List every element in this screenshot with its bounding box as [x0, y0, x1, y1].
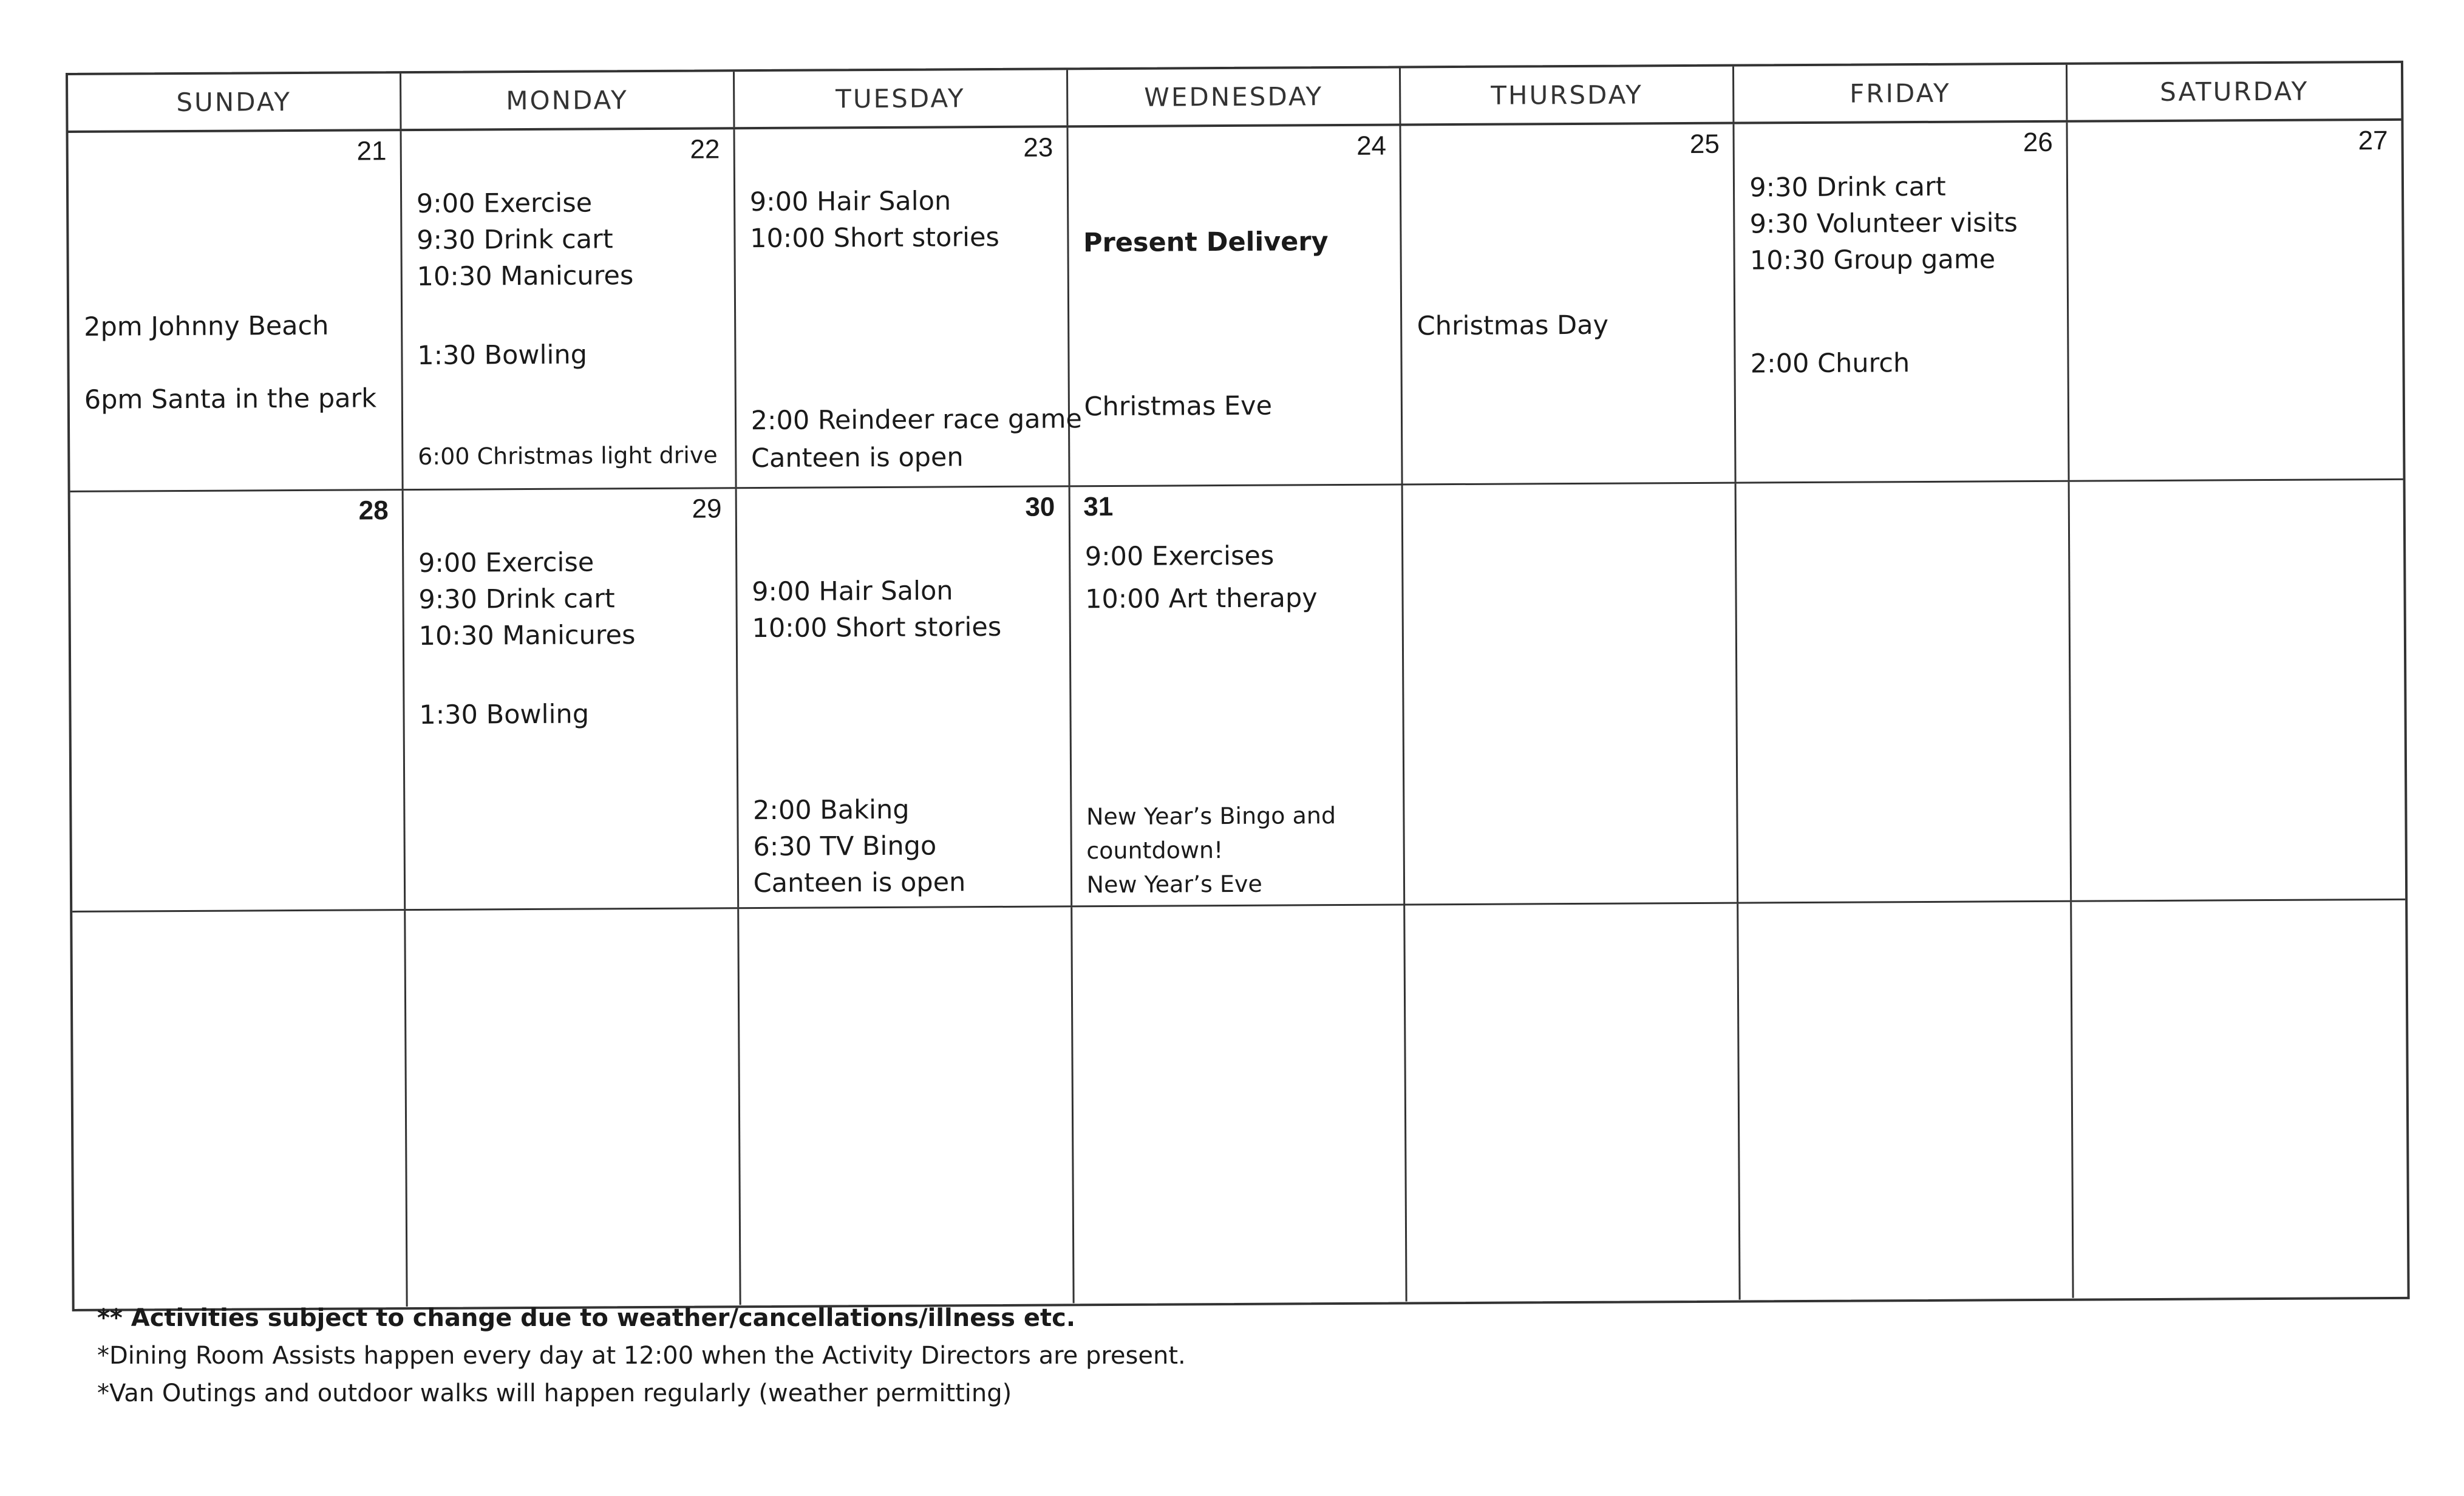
event-item: countdown! — [1086, 837, 1223, 865]
weekday-header-saturday: SATURDAY — [2160, 76, 2309, 107]
weekday-header-sunday: SUNDAY — [68, 73, 401, 131]
day-cell-empty — [1072, 905, 1407, 1303]
day-number: 22 — [690, 134, 720, 165]
day-cell-25 — [1401, 124, 1737, 484]
weekday-header-monday: MONDAY — [401, 72, 735, 129]
day-cell-26 — [1735, 123, 2070, 482]
day-number: 21 — [356, 136, 387, 166]
event-item: New Year’s Eve — [1086, 870, 1262, 899]
event-item: 2:00 Reindeer race game — [750, 404, 1083, 437]
event-item: 9:30 Drink cart — [418, 583, 615, 615]
day-number: 27 — [2358, 125, 2388, 156]
event-item: 9:00 Hair Salon — [752, 576, 953, 608]
day-cell-empty — [739, 907, 1074, 1305]
event-item: 9:00 Exercises — [1084, 540, 1275, 573]
day-cell-31 — [1070, 485, 1405, 905]
event-item: Canteen is open — [753, 867, 966, 899]
event-item: 9:30 Drink cart — [417, 224, 613, 256]
day-number: 29 — [692, 494, 722, 524]
event-item: Christmas Eve — [1084, 390, 1273, 423]
footnotes — [97, 1299, 1186, 1412]
event-item: Canteen is open — [750, 442, 964, 474]
event-item: 6pm Santa in the park — [84, 383, 377, 415]
footnote-van-outings: *Van Outings and outdoor walks will happen regularly (weather permitting) — [97, 1379, 1012, 1407]
weekday-header-wednesday: WEDNESDAY — [1068, 68, 1401, 125]
event-item: 10:30 Manicures — [417, 260, 634, 292]
day-cell-23 — [735, 127, 1083, 487]
event-item: 6:30 TV Bingo — [753, 831, 937, 863]
day-number: 28 — [358, 495, 389, 526]
event-item: 9:30 Drink cart — [1749, 171, 1946, 203]
event-item: 10:30 Manicures — [418, 620, 636, 651]
day-cell-27 — [2068, 121, 2403, 480]
day-number: 31 — [1083, 491, 1114, 522]
event-item: 1:30 Bowling — [419, 699, 590, 730]
week-row-1 — [69, 121, 2403, 492]
day-cell-24 — [1068, 126, 1403, 485]
event-item: 2:00 Church — [1750, 348, 1910, 379]
day-number: 26 — [2023, 127, 2053, 158]
event-item: 10:00 Art therapy — [1084, 583, 1318, 615]
weekday-header-thursday: THURSDAY — [1401, 67, 1734, 124]
week-row-3 — [72, 900, 2407, 1308]
event-item: Present Delivery — [1083, 226, 1329, 259]
day-cell-empty — [72, 911, 407, 1308]
event-item: 9:00 Exercise — [416, 188, 593, 219]
footnote-dining: *Dining Room Assists happen every day at 12:00 when the Activity Directors are present. — [97, 1342, 1186, 1370]
calendar-grid — [66, 61, 2410, 1311]
event-item: Christmas Day — [1417, 310, 1609, 342]
event-item: 1:30 Bowling — [417, 339, 588, 371]
day-number: 25 — [1689, 129, 1720, 159]
day-cell-empty — [1406, 904, 1741, 1302]
day-cell-30 — [737, 487, 1072, 907]
day-cell-empty — [1737, 482, 2072, 902]
day-cell-22 — [401, 129, 737, 489]
event-item: 10:00 Short stories — [752, 611, 1002, 644]
day-cell-empty — [2070, 480, 2405, 900]
footnote-disclaimer: ** Activities subject to change due to weather/cancellations/illness etc. — [97, 1304, 1076, 1332]
event-item: 9:30 Volunteer visits — [1749, 208, 2018, 240]
day-number: 23 — [1023, 132, 1053, 163]
event-item: New Year’s Bingo and — [1086, 802, 1336, 831]
day-number: 24 — [1356, 131, 1387, 161]
day-cell-29 — [403, 489, 738, 909]
weekday-header-tuesday: TUESDAY — [735, 70, 1068, 127]
event-item: 2pm Johnny Beach — [84, 310, 329, 342]
day-cell-empty — [2072, 900, 2407, 1298]
day-number: 30 — [1025, 492, 1055, 522]
event-item: 9:00 Exercise — [418, 547, 594, 579]
event-item: 6:00 Christmas light drive — [418, 441, 718, 470]
day-cell-empty — [406, 909, 741, 1307]
event-item: 9:00 Hair Salon — [749, 186, 951, 218]
event-item: 2:00 Baking — [752, 794, 910, 826]
event-item: 10:30 Group game — [1749, 244, 1996, 276]
day-cell-21 — [69, 131, 404, 491]
weekday-header-friday: FRIDAY — [1734, 65, 2068, 122]
week-row-2 — [70, 480, 2406, 913]
day-cell-empty — [1738, 902, 2074, 1300]
day-cell-empty — [1403, 484, 1738, 904]
day-cell-28 — [70, 491, 406, 911]
event-item: 10:00 Short stories — [750, 222, 999, 254]
